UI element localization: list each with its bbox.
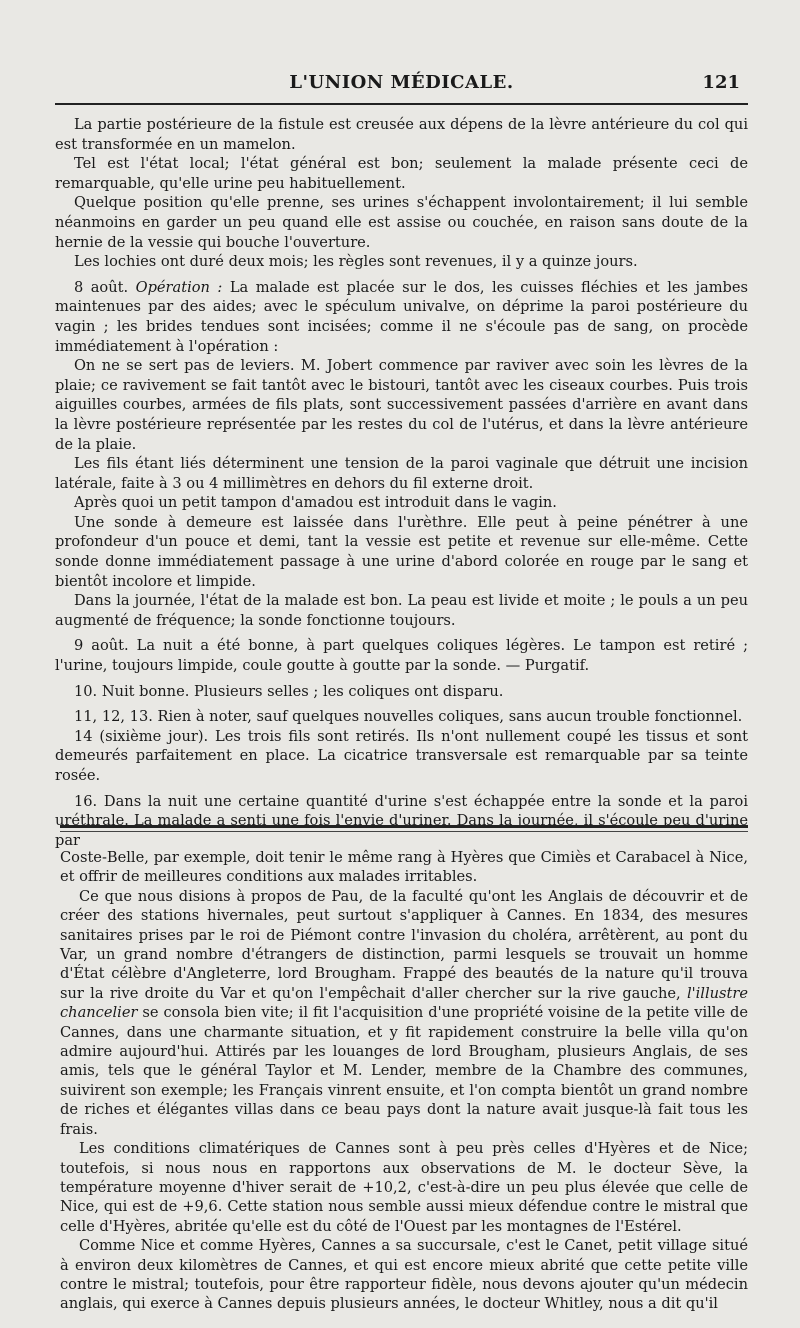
- paragraph: [60, 887, 748, 1139]
- paragraph: Coste-Belle, par exemple, doit tenir le même rang à Hyères que Cimiès et Carabacel à Nice, et offrir de meilleures conditions aux malades irritables.: [60, 849, 748, 886]
- paragraph: Les conditions climatériques de Cannes sont à peu près celles d'Hyères et de Nice; toutefois, si nous nous en rapportons aux observations de M. le docteur Sève, la température moyenne d'hiver serait de +10,2, c'est-à-dire un peu plus élevée que celle de Nice, qui est de +9,6. Cette station nous semble aussi mieux défendue contre le mistral que celle d'Hyères, abritée qu'elle est du côté de l'Ouest par les montagnes de l'Estérel.: [60, 1140, 748, 1235]
- day-entry: 16. Dans la nuit une certaine quantité d'urine s'est échappée entre la sonde et la paroi uréthrale. La malade a senti une fois l'envie d'uriner. Dans la journée, il s'écoule peu d'urine par: [55, 792, 748, 849]
- paragraph: Une sonde à demeure est laissée dans l'urèthre. Elle peut à peine pénétrer à une profondeur d'un pouce et demi, tant la vessie est petite et revenue sur elle-même. Cette sonde donne immédiatement passage à une urine d'abord colorée en rouge par le sang et bientôt incolore et limpide.: [55, 513, 748, 590]
- day-entry: 14 (sixième jour). Les trois fils sont retirés. Ils n'ont nullement coupé les tissus et sont demeurés parfaitement en place. La cicatrice transversale est remarquable par sa teinte rosée.: [55, 727, 748, 784]
- paragraph: Après quoi un petit tampon d'amadou est introduit dans le vagin.: [73, 494, 557, 512]
- day-entry: 11, 12, 13. Rien à noter, sauf quelques nouvelles coliques, sans aucun trouble fonctionnel.: [73, 708, 743, 726]
- operation-date: 8 août.: [73, 278, 129, 296]
- operation-text: La malade est placée sur le dos, les cuisses fléchies et les jambes maintenues par des aides; avec le spéculum univalve, on déprime la paroi postérieure du vagin ; les brides tendues sont incisées; comme il ne s'écoule pas de sang, on procède immédiatement à l'opération :: [55, 278, 749, 355]
- operation-paragraph: [55, 278, 748, 356]
- text-run: Ce que nous disions à propos de Pau, de la faculté qu'ont les Anglais de découvrir et de créer des stations hivernales, peut surtout s'appliquer à Cannes. En 1834, des mesures sanitaires prises par le roi de Piémont contre l'invasion du choléra, arrêtèrent, au pont du Var, un grand nombre d'étrangers de distinction, parmi lesquels se trouvait un homme d'État célèbre d'Angleterre, lord Brougham. Frappé des beautés de la nature qu'il trouva sur la rive droite du Var et qu'on l'empêchait d'aller chercher sur la rive gauche,: [60, 887, 748, 1002]
- day-entry: 9 août. La nuit a été bonne, à part quelques coliques légères. Le tampon est retiré ; l'urine, toujours limpide, coule goutte à goutte par la sonde. — Purgatif.: [55, 637, 748, 675]
- paragraph: Les fils étant liés déterminent une tension de la paroi vaginale que détruit une incision latérale, faite à 3 ou 4 millimètres en dehors du fil externe droit.: [55, 455, 748, 492]
- paragraph: Comme Nice et comme Hyères, Cannes a sa succursale, c'est le Canet, petit village situé à environ deux kilomètres de Cannes, et qui est encore mieux abrité que cette petite ville contre le mistral; toutefois, pour être rapporteur fidèle, nous devons ajouter qu'un médecin anglais, qui exerce à Cannes depuis plusieurs années, le docteur Whitley, nous a dit qu'il: [60, 1237, 748, 1313]
- paragraph: Dans la journée, l'état de la malade est bon. La peau est livide et moite ; le pouls a un peu augmenté de fréquence; la sonde fonctionne toujours.: [55, 592, 748, 629]
- paragraph: On ne se sert pas de leviers. M. Jobert commence par raviver avec soin les lèvres de la plaie; ce ravivement se fait tantôt avec le bistouri, tantôt avec les ciseaux courbes. Puis trois aiguilles courbes, armées de fils plats, sont successivement passées d'arrière en avant dans la lèvre postérieure représentée par les restes du col de l'utérus, et dans la lèvre antérieure de la plaie.: [55, 357, 748, 453]
- paragraph: Les lochies ont duré deux mois; les règles sont revenues, il y a quinze jours.: [73, 253, 638, 271]
- text-run: se consola bien vite; il fit l'acquisition d'une propriété voisine de la petite ville de Cannes, dans une charmante situation, et y fit rapidement construire la belle villa qu'on admire aujourd'hui. Attirés par les louanges de lord Brougham, plusieurs Anglais, de ses amis, tels que le général Taylor et M. Lender, membre de la Chambre des communes, suivirent son exemple; les Français vinrent ensuite, et l'on compta bientôt un grand nombre de riches et élégantes villas dans ce beau pays dont la nature avait jusque-là fait tous les frais.: [60, 1004, 749, 1138]
- day-entry: 10. Nuit bonne. Plusieurs selles ; les coliques ont disparu.: [73, 682, 504, 700]
- paragraph: Quelque position qu'elle prenne, ses urines s'échappent involontairement; il lui semble néanmoins en garder un peu quand elle est assise ou couchée, en raison sans doute de la hernie de la vessie qui bouche l'ouverture.: [55, 194, 748, 251]
- journal-title: L'UNION MÉDICALE.: [289, 72, 514, 93]
- running-header: [55, 72, 748, 96]
- header-rule: [55, 103, 748, 105]
- paragraph: Tel est l'état local; l'état général est bon; seulement la malade présente ceci de remarquable, qu'elle urine peu habituellement.: [55, 155, 748, 192]
- section-separator-thin: [60, 831, 748, 832]
- section-separator: [60, 825, 748, 828]
- page-number: 121: [702, 72, 740, 93]
- italic-phrase: l'illustre chancelier: [60, 984, 749, 1022]
- lower-column: [60, 848, 748, 1314]
- operation-label: Opération :: [135, 278, 223, 296]
- paragraph: La partie postérieure de la fistule est creusée aux dépens de la lèvre antérieure du col qui est transformée en un mamelon.: [55, 116, 748, 153]
- upper-column: [55, 115, 748, 850]
